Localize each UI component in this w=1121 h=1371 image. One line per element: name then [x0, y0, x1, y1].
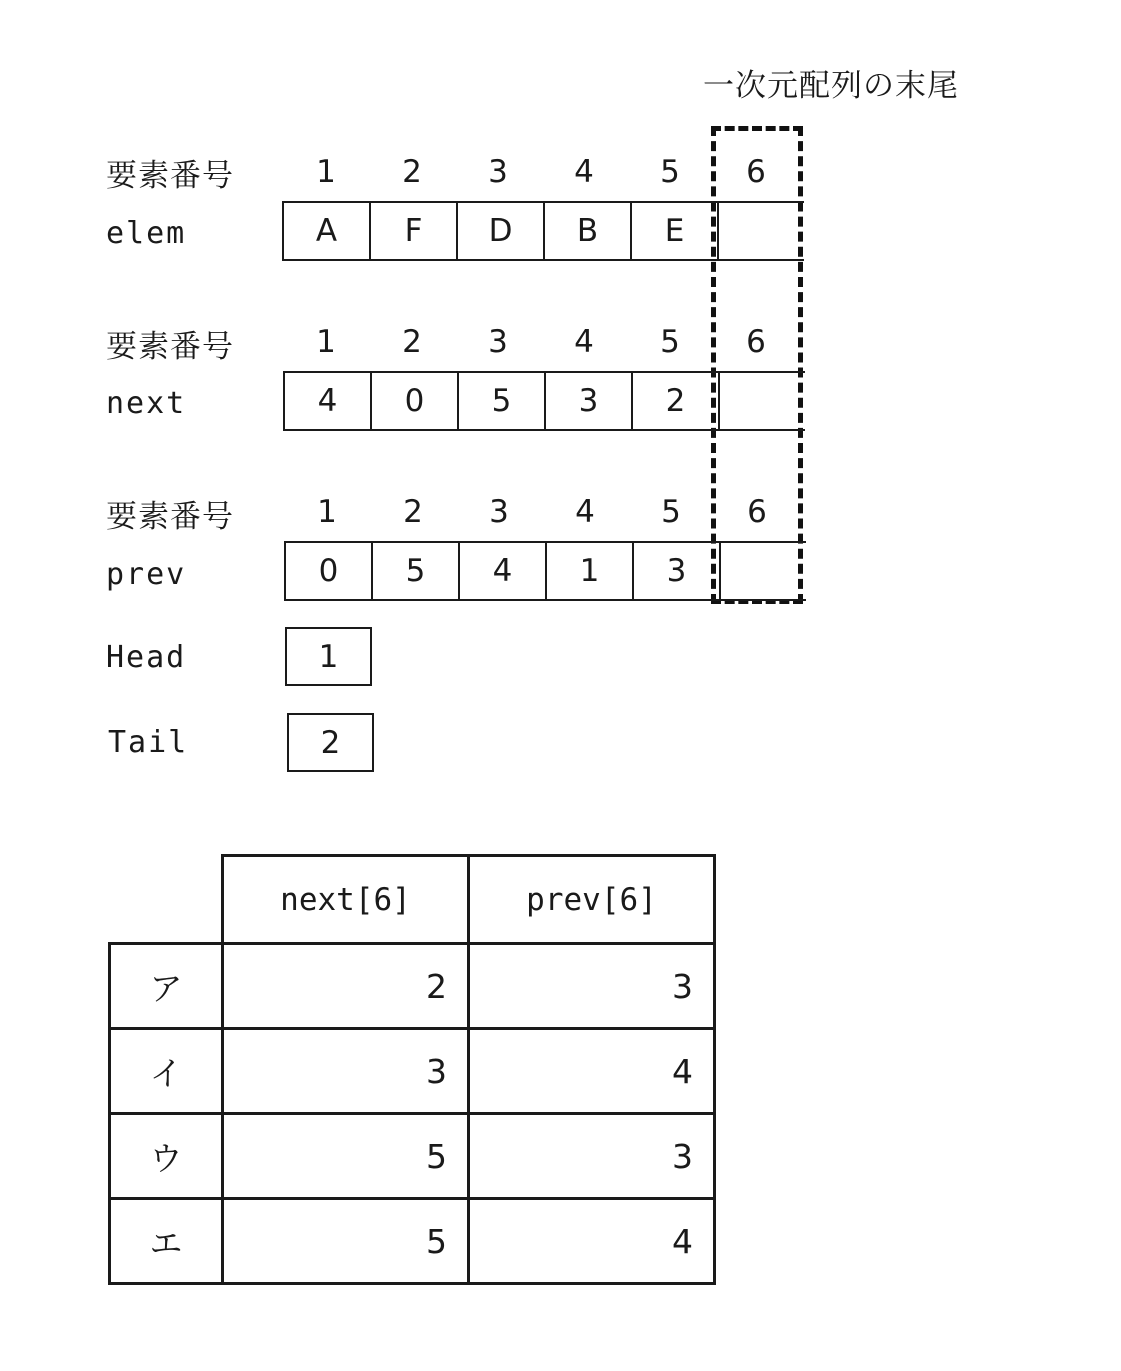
answer-row — [110, 1199, 715, 1284]
array-cell: 5 — [373, 543, 460, 599]
index-number: 1 — [316, 324, 336, 360]
next-value: 3 — [223, 1029, 469, 1114]
index-number: 1 — [317, 494, 337, 530]
tail-value-box: 2 — [287, 713, 374, 772]
array-end-highlight — [711, 126, 803, 604]
array-cell: 5 — [459, 373, 546, 429]
array-cell: B — [545, 203, 632, 259]
choice-label: エ — [110, 1199, 223, 1284]
choice-label: ウ — [110, 1114, 223, 1199]
array-end-callout: 一次元配列の末尾 — [703, 68, 959, 104]
index-number: 2 — [402, 154, 422, 190]
head-label: Head — [106, 640, 187, 675]
answer-row — [110, 1029, 715, 1114]
header-next6: next[6] — [223, 856, 469, 944]
index-label-next: 要素番号 — [106, 329, 234, 365]
answer-table — [108, 854, 716, 1285]
array-cell: 3 — [634, 543, 721, 599]
index-number: 6 — [747, 494, 767, 530]
tail-label: Tail — [108, 725, 189, 760]
header-blank — [110, 856, 223, 944]
prev-value: 3 — [469, 944, 715, 1029]
array-next — [283, 371, 805, 431]
array-cell — [720, 373, 805, 429]
index-row-prev — [284, 492, 800, 532]
prev-value: 3 — [469, 1114, 715, 1199]
index-label-elem: 要素番号 — [106, 158, 234, 194]
array-cell: 4 — [285, 373, 372, 429]
index-number: 3 — [488, 324, 508, 360]
index-number: 4 — [574, 324, 594, 360]
answer-table-header — [110, 856, 715, 944]
index-number: 6 — [746, 324, 766, 360]
index-row-next — [283, 322, 799, 362]
index-number: 5 — [660, 324, 680, 360]
index-number: 2 — [402, 324, 422, 360]
next-value: 2 — [223, 944, 469, 1029]
index-number: 2 — [403, 494, 423, 530]
array-cell — [719, 203, 804, 259]
array-cell: F — [371, 203, 458, 259]
index-number: 1 — [316, 154, 336, 190]
next-value: 5 — [223, 1114, 469, 1199]
head-value-box: 1 — [285, 627, 372, 686]
index-row-elem — [283, 152, 799, 192]
array-cell: 0 — [372, 373, 459, 429]
array-cell: 1 — [547, 543, 634, 599]
array-name-prev: prev — [106, 557, 187, 592]
choice-label: イ — [110, 1029, 223, 1114]
index-number: 4 — [574, 154, 594, 190]
index-number: 6 — [746, 154, 766, 190]
answer-row — [110, 944, 715, 1029]
array-cell: 3 — [546, 373, 633, 429]
index-number: 5 — [660, 154, 680, 190]
prev-value: 4 — [469, 1199, 715, 1284]
index-label-prev: 要素番号 — [106, 499, 234, 535]
array-cell: D — [458, 203, 545, 259]
header-prev6: prev[6] — [469, 856, 715, 944]
index-number: 5 — [661, 494, 681, 530]
index-number: 4 — [575, 494, 595, 530]
prev-value: 4 — [469, 1029, 715, 1114]
choice-label: ア — [110, 944, 223, 1029]
next-value: 5 — [223, 1199, 469, 1284]
array-cell: 4 — [460, 543, 547, 599]
array-name-elem: elem — [106, 216, 187, 251]
array-cell: E — [632, 203, 719, 259]
array-cell: 2 — [633, 373, 720, 429]
array-cell — [721, 543, 806, 599]
array-name-next: next — [106, 386, 187, 421]
array-elem — [282, 201, 804, 261]
array-cell: A — [284, 203, 371, 259]
index-number: 3 — [489, 494, 509, 530]
answer-row — [110, 1114, 715, 1199]
index-number: 3 — [488, 154, 508, 190]
array-cell: 0 — [286, 543, 373, 599]
array-prev — [284, 541, 806, 601]
